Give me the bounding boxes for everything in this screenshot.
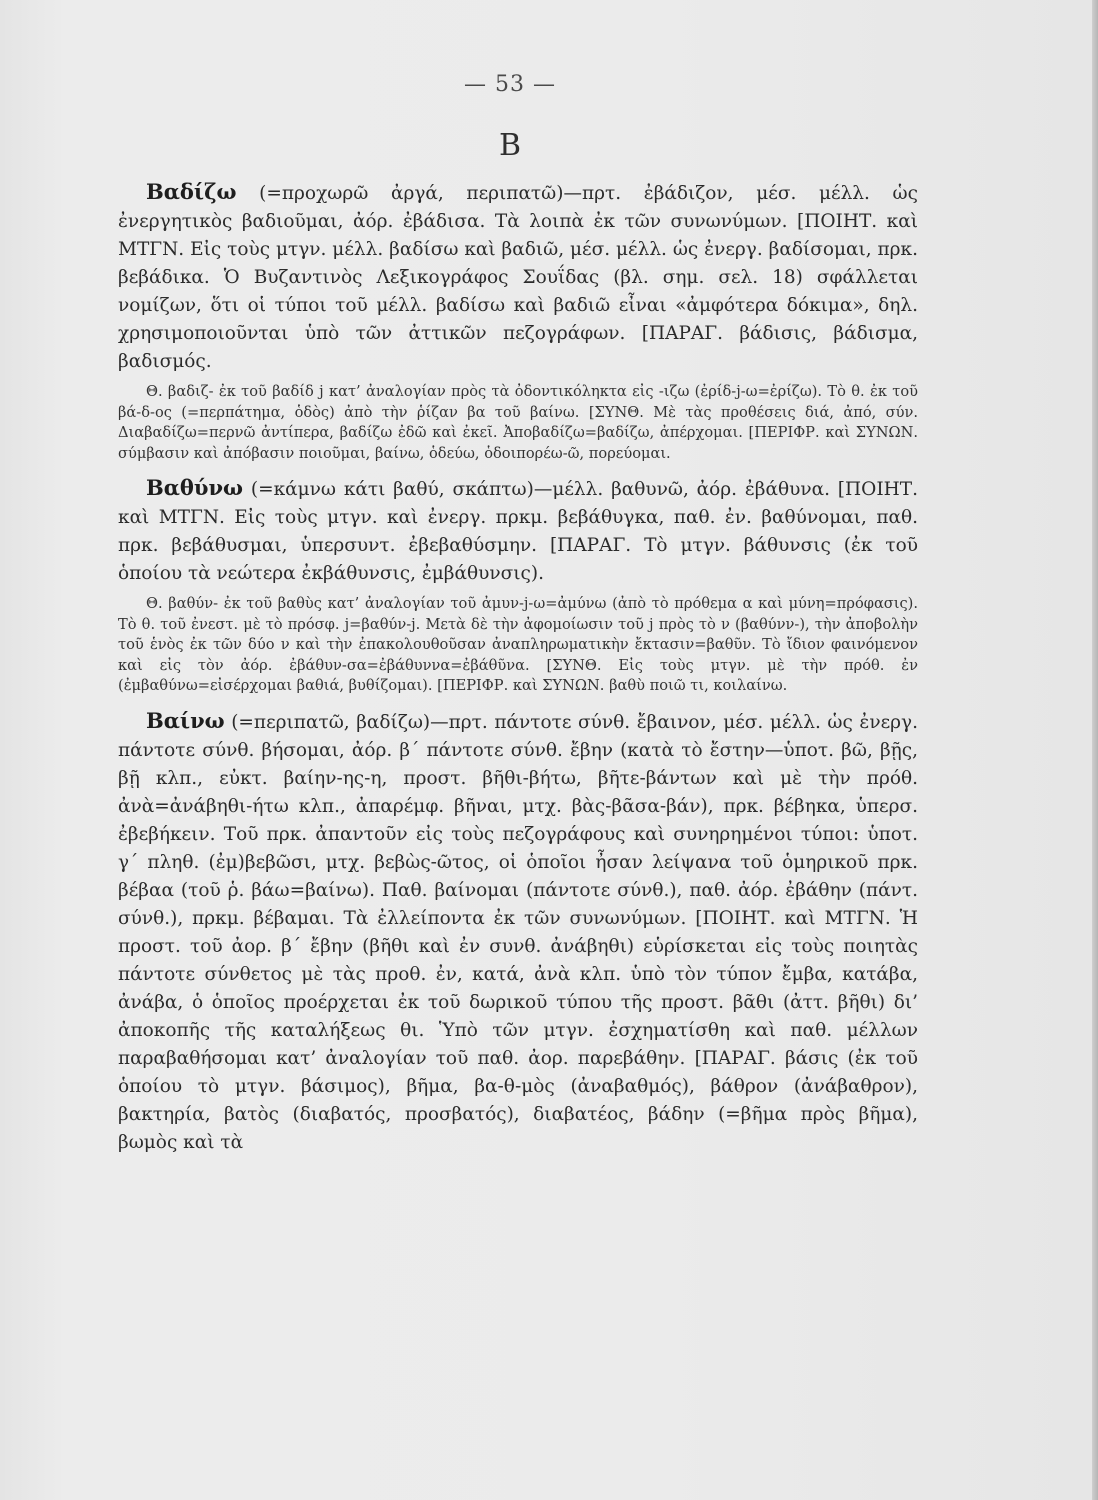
entry-definition bbox=[118, 707, 918, 1157]
entry-definition-text: (=προχωρῶ ἀργά, περιπατῶ)—πρτ. ἐβάδιζον, μέσ. μέλλ. ὡς ἐνεργητικὸς βαδιοῦμαι, ἀόρ. ἐβάδισα. Τὰ λοιπὰ ἐκ τῶν συνωνύμων. [ΠΟΙΗΤ. καὶ ΜΤΓΝ. Εἰς τοὺς μτγν. μέλλ. βαδίσω καὶ βαδιῶ, μέσ. μέλλ. ὡς ἐνεργ. βαδίσομαι, πρκ. βεβάδικα. Ὁ Βυζαντινὸς Λεξικογράφος Σουΐδας (βλ. σημ. σελ. 18) σφάλλεται νομίζων, ὅτι οἱ τύποι τοῦ μέλλ. βαδίσω καὶ βαδιῶ εἶναι «ἀμφότερα δόκιμα», δηλ. χρησιμοποιοῦνται ὑπὸ τῶν ἀττικῶν πεζογράφων. [ΠΑΡΑΓ. βάδισις, βάδισμα, βαδισμός. bbox=[118, 183, 918, 372]
entry-baino bbox=[118, 707, 918, 1157]
entry-headword: Βαδίζω bbox=[146, 179, 237, 204]
section-letter-heading: Β bbox=[498, 128, 522, 163]
entry-definition-text: (=κάμνω κάτι βαθύ, σκάπτω)—μέλλ. βαθυνῶ, ἀόρ. ἐβάθυνα. [ΠΟΙΗΤ. καὶ ΜΤΓΝ. Εἰς τοὺς μτγν. καὶ ἐνεργ. πρκμ. βεβάθυγκα, παθ. ἐν. βαθύνομαι, παθ. πρκ. βεβάθυσμαι, ὑπερσυντ. ἐβεβαθύσμην. [ΠΑΡΑΓ. Τὸ μτγν. βάθυνσις (ἐκ τοῦ ὁποίου τὰ νεώτερα ἐκβάθυνσις, ἐμβάθυνσις). bbox=[118, 479, 918, 584]
entry-bathyno bbox=[118, 474, 918, 697]
entry-definition bbox=[118, 178, 918, 376]
page-edge bbox=[1092, 0, 1098, 1500]
entry-badizo bbox=[118, 178, 918, 464]
entry-etymology: Θ. βαθύν- ἐκ τοῦ βαθὺς κατ’ ἀναλογίαν τοῦ ἀμυν-j-ω=ἀμύνω (ἀπὸ τὸ πρόθεμα α καὶ μύνη=πρόφασις). Τὸ θ. τοῦ ἐνεστ. μὲ τὸ πρόσφ. j=βαθύν-j. Μετὰ δὲ τὴν ἀφομοίωσιν τοῦ j πρὸς τὸ ν (βαθύνν-), τὴν ἀποβολὴν τοῦ ἑνὸς ἐκ τῶν δύο ν καὶ τὴν ἐπακολουθοῦσαν ἀναπληρωματικὴν ἔκτασιν=βαθῦν. Τὸ ἴδιον φαινόμενον καὶ εἰς τὸν ἀόρ. ἐβάθυν-σα=ἐβάθυννα=ἐβάθῦνα. [ΣΥΝΘ. Εἰς τοὺς μτγν. μὲ τὴν πρόθ. ἐν (ἐμβαθύνω=εἰσέρχομαι βαθιά, βυθίζομαι). [ΠΕΡΙΦΡ. καὶ ΣΥΝΩΝ. βαθὺ ποιῶ τι, κοιλαίνω. bbox=[118, 595, 918, 694]
entry-headword: Βαθύνω bbox=[146, 475, 244, 500]
page-number: — 53 — bbox=[464, 72, 556, 97]
entry-definition-text: (=περιπατῶ, βαδίζω)—πρτ. πάντοτε σύνθ. ἔβαινον, μέσ. μέλλ. ὡς ἐνεργ. πάντοτε σύνθ. βήσομαι, ἀόρ. β΄ πάντοτε σύνθ. ἔβην (κατὰ τὸ ἔστην—ὑποτ. βῶ, βῇς, βῇ κλπ., εὐκτ. βαίην-ης-η, προστ. βῆθι-βήτω, βῆτε-βάντων καὶ μὲ τὴν πρόθ. ἀνὰ=ἀνάβηθι-ήτω κλπ., ἀπαρέμφ. βῆναι, μτχ. βὰς-βᾶσα-βάν), πρκ. βέβηκα, ὑπερσ. ἐβεβήκειν. Τοῦ πρκ. ἀπαντοῦν εἰς τοὺς πεζογράφους καὶ συνηρημένοι τύποι: ὑποτ. γ΄ πληθ. (ἐμ)βεβῶσι, μτχ. βεβὼς-ῶτος, οἱ ὁποῖοι ἦσαν λείψανα τοῦ ὁμηρικοῦ πρκ. βέβαα (τοῦ ῥ. βάω=βαίνω). Παθ. βαίνομαι (πάντοτε σύνθ.), παθ. ἀόρ. ἐβάθην (πάντ. σύνθ.), πρκμ. βέβαμαι. Τὰ ἐλλείποντα ἐκ τῶν συνωνύμων. [ΠΟΙΗΤ. καὶ ΜΤΓΝ. Ἡ προστ. τοῦ ἀορ. β΄ ἔβην (βῆθι καὶ ἐν συνθ. ἀνάβηθι) εὑρίσκεται εἰς τοὺς ποιητὰς πάντοτε σύνθετος μὲ τὰς προθ. ἐν, κατά, ἀνὰ κλπ. ὑπὸ τὸν τύπον ἔμβα, κατάβα, ἀνάβα, ὁ ὁποῖος προέρχεται ἐκ τοῦ δωρικοῦ τύπου τῆς προστ. βᾶθι (ἀττ. βῆθι) δι’ ἀποκοπῆς τῆς καταλήξεως θι. Ὑπὸ τῶν μτγν. ἐσχηματίσθη καὶ παθ. μέλλων παραβαθήσομαι κατ’ ἀναλογίαν τοῦ παθ. ἀορ. παρεβάθην. [ΠΑΡΑΓ. βάσις (ἐκ τοῦ ὁποίου τὸ μτγν. βάσιμος), βῆμα, βα-θ-μὸς (ἀναβαθμός), βάθρον (ἀνάβαθρον), βακτηρία, βατὸς (διαβατός, προσβατός), διαβατέος, βάδην (=βῆμα πρὸς βῆμα), βωμὸς καὶ τὰ bbox=[118, 711, 918, 1153]
dictionary-content bbox=[118, 178, 918, 1167]
entry-headword: Βαίνω bbox=[146, 707, 225, 733]
entry-etymology: Θ. βαδιζ- ἐκ τοῦ βαδίδ j κατ’ ἀναλογίαν πρὸς τὰ ὀδοντικόληκτα εἰς -ιζω (ἐρίδ-j-ω=ἐρίζω). Τὸ θ. ἐκ τοῦ βά-δ-ος (=περπάτημα, ὁδὸς) ἀπὸ τὴν ῥίζαν βα τοῦ βαίνω. [ΣΥΝΘ. Μὲ τὰς προθέσεις διά, ἀπό, σύν. Διαβαδίζω=περνῶ ἀντίπερα, βαδίζω ἐδῶ καὶ ἐκεῖ. Ἀποβαδίζω=βαδίζω, ἀπέρχομαι. [ΠΕΡΙΦΡ. καὶ ΣΥΝΩΝ. σύμβασιν καὶ ἀπόβασιν ποιοῦμαι, βαίνω, ὁδεύω, ὁδοιπορέω-ῶ, πορεύομαι. bbox=[118, 383, 918, 462]
entry-definition bbox=[118, 474, 918, 588]
